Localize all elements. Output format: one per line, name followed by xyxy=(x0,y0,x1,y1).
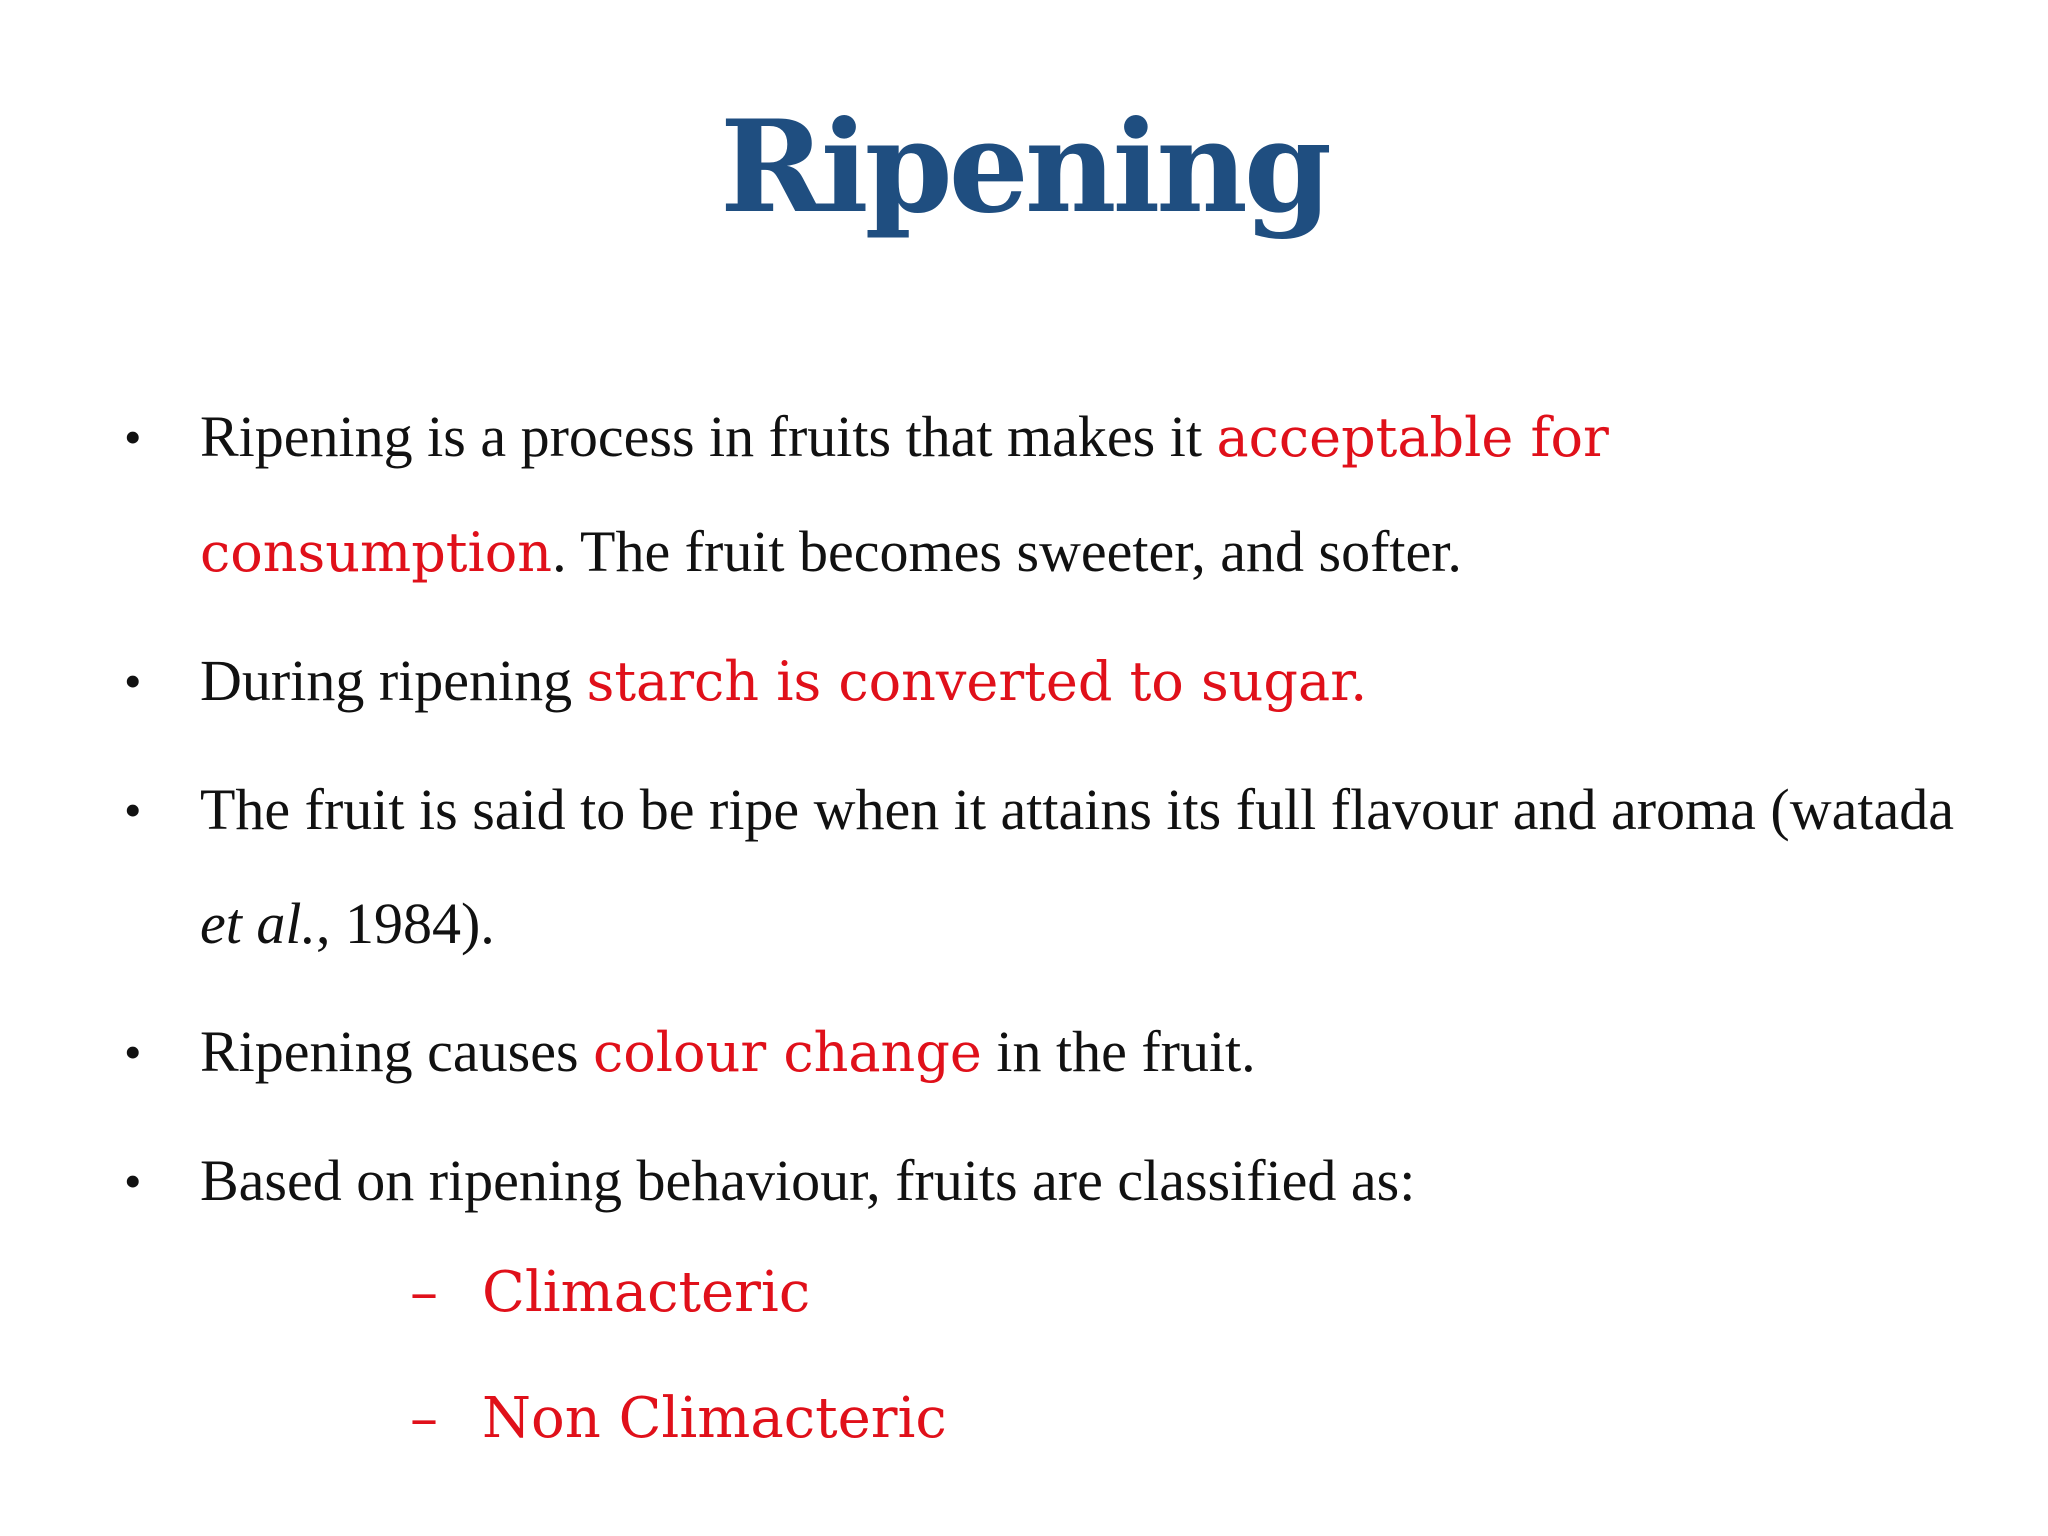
classification-item xyxy=(410,1356,947,1482)
bullet-icon: • xyxy=(124,782,142,838)
bullet-text: Ripening causes xyxy=(200,1019,594,1084)
bullet-item xyxy=(124,380,1964,610)
classification-list xyxy=(120,1230,947,1482)
bullet-item xyxy=(124,1124,1964,1238)
italic-text: et al. xyxy=(200,891,316,956)
bullet-text: Ripening is a process in fruits that makes it xyxy=(200,404,1217,469)
bullet-icon: • xyxy=(124,653,142,709)
highlight-text: acceptable for consumption xyxy=(200,406,1609,584)
bullet-text: Based on ripening behaviour, fruits are classified as: xyxy=(200,1148,1416,1213)
highlight-text: colour change xyxy=(593,1021,982,1084)
slide-title: Ripening xyxy=(719,93,1329,241)
dash-icon: – xyxy=(410,1386,438,1451)
bullet-text: During ripening xyxy=(200,648,587,713)
classification-item xyxy=(410,1230,947,1356)
highlight-text: starch is converted to sugar. xyxy=(586,650,1368,713)
bullet-text: The fruit is said to be ripe when it attains its full flavour and aroma (watada xyxy=(200,777,1954,842)
bullet-list xyxy=(124,380,1964,1252)
bullet-item xyxy=(124,753,1964,981)
bullet-text: , 1984). xyxy=(315,891,495,956)
bullet-item xyxy=(124,995,1964,1110)
bullet-icon: • xyxy=(124,409,142,465)
dash-icon: – xyxy=(410,1260,438,1325)
bullet-text: . The fruit becomes sweeter, and softer. xyxy=(552,519,1462,584)
classification-label: Climacteric xyxy=(482,1260,811,1325)
classification-label: Non Climacteric xyxy=(482,1386,947,1451)
bullet-icon: • xyxy=(124,1024,142,1080)
bullet-text: in the fruit. xyxy=(981,1019,1256,1084)
bullet-icon: • xyxy=(124,1153,142,1209)
bullet-item xyxy=(124,624,1964,739)
